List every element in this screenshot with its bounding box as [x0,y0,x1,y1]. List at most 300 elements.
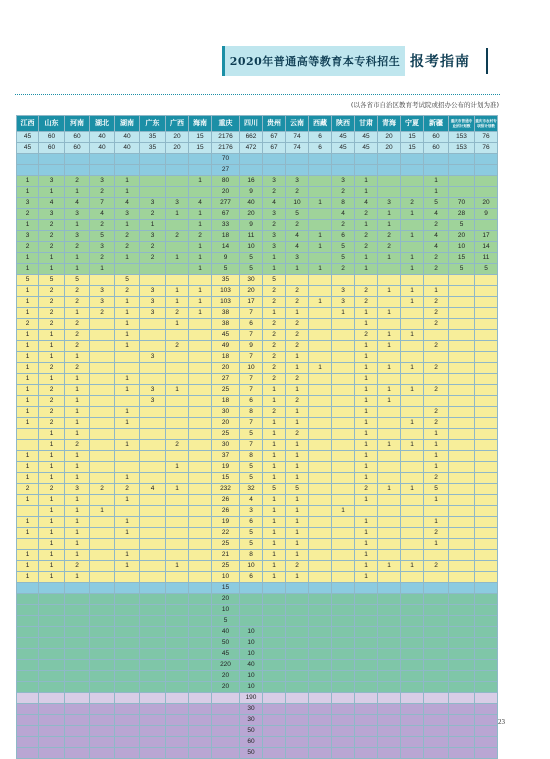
table-cell [17,737,39,748]
table-cell: 1 [65,495,90,506]
table-cell [263,154,286,165]
table-cell: 1 [115,341,140,352]
table-cell [140,638,166,649]
table-cell [449,462,475,473]
table-cell [65,638,90,649]
table-cell [449,583,475,594]
table-cell [189,396,212,407]
table-cell: 3 [263,176,286,187]
table-cell: 1 [17,297,39,308]
table-cell [140,341,166,352]
table-cell [449,275,475,286]
table-cell [39,154,65,165]
table-cell: 1 [263,528,286,539]
table-cell: 1 [17,462,39,473]
table-cell: 1 [166,286,189,297]
table-cell: 1 [286,495,309,506]
table-cell [401,726,424,737]
table-cell: 40 [212,627,240,638]
table-cell: 1 [401,561,424,572]
table-cell [475,550,498,561]
table-cell: 2 [17,319,39,330]
column-header: 广东 [140,116,166,132]
table-cell: 1 [378,330,401,341]
table-cell [475,407,498,418]
table-cell [115,693,140,704]
table-cell: 1 [286,528,309,539]
table-cell [39,165,65,176]
table-cell: 19 [212,462,240,473]
table-row [17,264,498,275]
table-cell: 1 [309,363,332,374]
table-cell: 22 [212,528,240,539]
table-cell [309,330,332,341]
table-cell [166,506,189,517]
table-cell [189,352,212,363]
table-cell: 2 [355,297,378,308]
table-cell [90,561,115,572]
header-rule [15,94,500,95]
table-cell [17,693,39,704]
table-cell [475,484,498,495]
table-cell [475,462,498,473]
table-cell: 1 [355,473,378,484]
table-cell [140,539,166,550]
table-cell [65,715,90,726]
table-cell [355,715,378,726]
table-cell [309,616,332,627]
table-cell: 5 [240,264,263,275]
table-cell [378,616,401,627]
table-cell [378,517,401,528]
table-cell: 2 [90,187,115,198]
table-cell: 7 [240,352,263,363]
table-cell [475,715,498,726]
table-cell [189,506,212,517]
table-cell [263,671,286,682]
table-cell [189,693,212,704]
table-cell: 1 [166,319,189,330]
table-cell [166,275,189,286]
table-cell [140,693,166,704]
table-cell: 1 [39,561,65,572]
table-row [17,539,498,550]
table-cell [166,605,189,616]
table-cell: 27 [212,374,240,385]
table-cell: 1 [401,385,424,396]
table-cell: 10 [240,649,263,660]
table-cell: 2 [115,484,140,495]
table-cell: 1 [65,473,90,484]
table-cell [189,550,212,561]
table-cell [332,319,355,330]
table-cell [424,583,449,594]
table-cell: 1 [401,209,424,220]
table-cell: 1 [401,231,424,242]
table-cell: 3 [140,308,166,319]
table-cell: 1 [65,550,90,561]
table-cell: 2 [355,484,378,495]
table-cell: 60 [39,132,65,143]
table-cell: 1 [115,187,140,198]
table-cell: 2 [166,231,189,242]
table-cell: 5 [240,539,263,550]
table-cell [475,440,498,451]
table-cell [378,154,401,165]
table-cell: 1 [65,352,90,363]
table-cell: 1 [166,385,189,396]
table-cell: 2 [65,440,90,451]
table-cell: 1 [65,462,90,473]
table-cell [309,385,332,396]
table-cell [475,748,498,759]
table-cell [140,737,166,748]
column-header: 云南 [286,116,309,132]
table-cell: 2 [424,418,449,429]
table-cell: 3 [332,176,355,187]
table-cell: 4 [65,198,90,209]
table-cell [332,737,355,748]
table-cell [166,660,189,671]
table-cell [401,429,424,440]
table-cell: 1 [424,429,449,440]
table-cell: 1 [39,374,65,385]
table-cell: 2 [17,484,39,495]
table-cell [355,671,378,682]
table-cell: 1 [378,561,401,572]
table-cell [17,616,39,627]
table-cell [401,319,424,330]
table-cell [189,528,212,539]
table-cell [90,418,115,429]
table-cell [449,297,475,308]
table-cell: 1 [378,440,401,451]
table-cell: 5 [475,264,498,275]
table-cell: 1 [355,374,378,385]
table-cell: 1 [17,396,39,407]
table-cell: 40 [90,132,115,143]
table-cell [378,605,401,616]
table-cell [449,484,475,495]
table-cell [263,715,286,726]
table-cell [424,165,449,176]
table-row [17,220,498,231]
table-cell: 1 [309,297,332,308]
table-cell: 3 [332,297,355,308]
table-cell: 2 [286,561,309,572]
table-cell [449,165,475,176]
table-cell: 45 [355,132,378,143]
table-cell: 1 [263,462,286,473]
column-header: 新疆 [424,116,449,132]
table-row [17,143,498,154]
table-cell [17,605,39,616]
table-cell [449,682,475,693]
table-cell: 5 [115,275,140,286]
table-cell: 5 [212,616,240,627]
table-cell [449,308,475,319]
table-cell: 1 [65,308,90,319]
table-cell: 2 [39,407,65,418]
table-cell: 1 [355,539,378,550]
table-cell: 1 [39,429,65,440]
table-cell: 2 [286,396,309,407]
table-cell [309,572,332,583]
table-cell: 35 [212,275,240,286]
table-cell: 1 [39,539,65,550]
table-cell: 7 [240,374,263,385]
table-cell: 2 [39,242,65,253]
table-cell [401,396,424,407]
table-cell [39,682,65,693]
table-cell [166,495,189,506]
table-cell [309,341,332,352]
table-cell: 2 [424,407,449,418]
header-banner: 2020年普通高等教育本专科招生 [222,46,405,76]
table-cell [140,451,166,462]
table-cell [39,726,65,737]
table-cell: 5 [240,473,263,484]
table-cell: 1 [401,418,424,429]
table-cell: 1 [39,187,65,198]
section-title: 报考指南 [410,54,470,70]
table-cell [378,572,401,583]
table-cell [449,627,475,638]
table-cell: 30 [212,407,240,418]
table-cell: 60 [65,132,90,143]
table-cell [90,319,115,330]
table-cell [166,726,189,737]
column-header: 湖南 [115,116,140,132]
table-cell [140,429,166,440]
table-cell: 50 [240,748,263,759]
table-cell [449,671,475,682]
table-cell: 1 [65,407,90,418]
table-cell [449,407,475,418]
table-cell: 20 [378,132,401,143]
table-cell: 10 [240,561,263,572]
table-cell [212,726,240,737]
table-cell [166,693,189,704]
table-cell [401,495,424,506]
table-cell: 8 [240,451,263,462]
table-cell: 14 [212,242,240,253]
table-cell [449,418,475,429]
table-cell [166,330,189,341]
table-cell: 2 [263,341,286,352]
table-cell: 2 [90,220,115,231]
table-cell: 2 [115,286,140,297]
table-cell [140,187,166,198]
table-cell: 40 [240,660,263,671]
table-cell [39,660,65,671]
table-cell: 1 [286,506,309,517]
table-cell [189,407,212,418]
table-row [17,660,498,671]
table-cell [401,165,424,176]
table-cell [90,715,115,726]
table-cell [378,693,401,704]
table-cell: 1 [115,385,140,396]
table-cell: 2 [424,528,449,539]
table-cell [309,594,332,605]
table-cell: 1 [355,429,378,440]
table-cell: 28 [449,209,475,220]
table-cell: 2 [65,330,90,341]
table-cell [401,704,424,715]
table-cell [449,440,475,451]
table-cell [39,594,65,605]
table-cell [166,220,189,231]
table-cell [189,539,212,550]
table-cell: 4 [286,231,309,242]
table-cell: 45 [17,143,39,154]
table-cell [424,330,449,341]
table-cell [90,363,115,374]
table-cell: 10 [240,627,263,638]
table-cell: 1 [189,264,212,275]
table-cell: 7 [240,440,263,451]
table-row [17,418,498,429]
table-cell: 2 [65,319,90,330]
table-cell [90,374,115,385]
table-cell [90,341,115,352]
table-cell [263,660,286,671]
table-cell [140,319,166,330]
table-cell [449,396,475,407]
table-cell [90,693,115,704]
table-row [17,176,498,187]
table-cell [378,418,401,429]
table-cell [17,682,39,693]
table-cell: 5 [39,275,65,286]
table-cell [309,407,332,418]
table-cell: 2 [39,385,65,396]
table-cell: 1 [115,418,140,429]
table-row [17,506,498,517]
table-row [17,187,498,198]
table-cell [189,572,212,583]
table-cell [401,682,424,693]
table-cell: 33 [212,220,240,231]
table-cell: 1 [286,363,309,374]
table-cell [332,561,355,572]
table-cell [39,616,65,627]
column-header: 湖北 [90,116,115,132]
table-cell [332,275,355,286]
table-cell [332,616,355,627]
table-cell: 1 [355,517,378,528]
table-cell: 60 [424,132,449,143]
table-cell [17,165,39,176]
table-cell [115,605,140,616]
table-cell: 10 [240,638,263,649]
column-header: 重庆市农村专项招计划数 [475,116,498,132]
table-cell: 25 [212,429,240,440]
table-cell [90,660,115,671]
table-cell: 1 [355,440,378,451]
table-cell: 1 [115,550,140,561]
table-cell [424,605,449,616]
table-cell: 1 [263,308,286,319]
table-cell [401,649,424,660]
table-cell [263,583,286,594]
table-cell: 1 [424,176,449,187]
table-cell: 1 [17,385,39,396]
table-cell [140,561,166,572]
table-row [17,704,498,715]
table-cell [475,154,498,165]
column-header: 河南 [65,116,90,132]
table-cell [475,528,498,539]
table-cell: 25 [212,385,240,396]
table-cell: 60 [39,143,65,154]
table-cell [189,473,212,484]
table-cell [140,363,166,374]
table-cell: 20 [449,231,475,242]
table-cell [140,440,166,451]
table-cell [378,737,401,748]
table-cell: 1 [39,253,65,264]
table-cell [378,649,401,660]
table-cell [332,649,355,660]
table-cell [286,594,309,605]
table-cell [39,627,65,638]
table-cell [140,495,166,506]
table-cell [424,627,449,638]
table-cell [309,539,332,550]
table-cell [424,671,449,682]
table-cell: 20 [166,143,189,154]
table-cell [39,693,65,704]
table-cell [475,704,498,715]
table-cell [90,396,115,407]
table-cell: 2 [90,308,115,319]
table-cell [189,605,212,616]
table-cell [263,682,286,693]
table-cell: 2 [286,319,309,330]
table-cell [140,330,166,341]
table-row [17,748,498,759]
table-cell: 2 [332,264,355,275]
table-cell: 2 [286,220,309,231]
column-header: 江西 [17,116,39,132]
table-cell: 1 [39,550,65,561]
table-cell: 3 [140,231,166,242]
table-cell: 7 [90,198,115,209]
table-cell: 1 [189,242,212,253]
table-cell: 2 [263,407,286,418]
table-cell: 2 [263,297,286,308]
table-cell: 1 [355,264,378,275]
table-cell: 7 [240,330,263,341]
table-cell [309,396,332,407]
table-cell: 3 [90,242,115,253]
table-row [17,132,498,143]
table-cell: 67 [212,209,240,220]
table-cell [115,627,140,638]
table-cell [449,605,475,616]
table-cell [309,440,332,451]
table-cell: 2 [286,187,309,198]
table-cell [378,374,401,385]
table-cell: 5 [424,198,449,209]
table-cell [401,737,424,748]
table-cell: 3 [17,198,39,209]
table-cell: 37 [212,451,240,462]
table-cell: 2 [65,176,90,187]
table-cell: 7 [240,308,263,319]
